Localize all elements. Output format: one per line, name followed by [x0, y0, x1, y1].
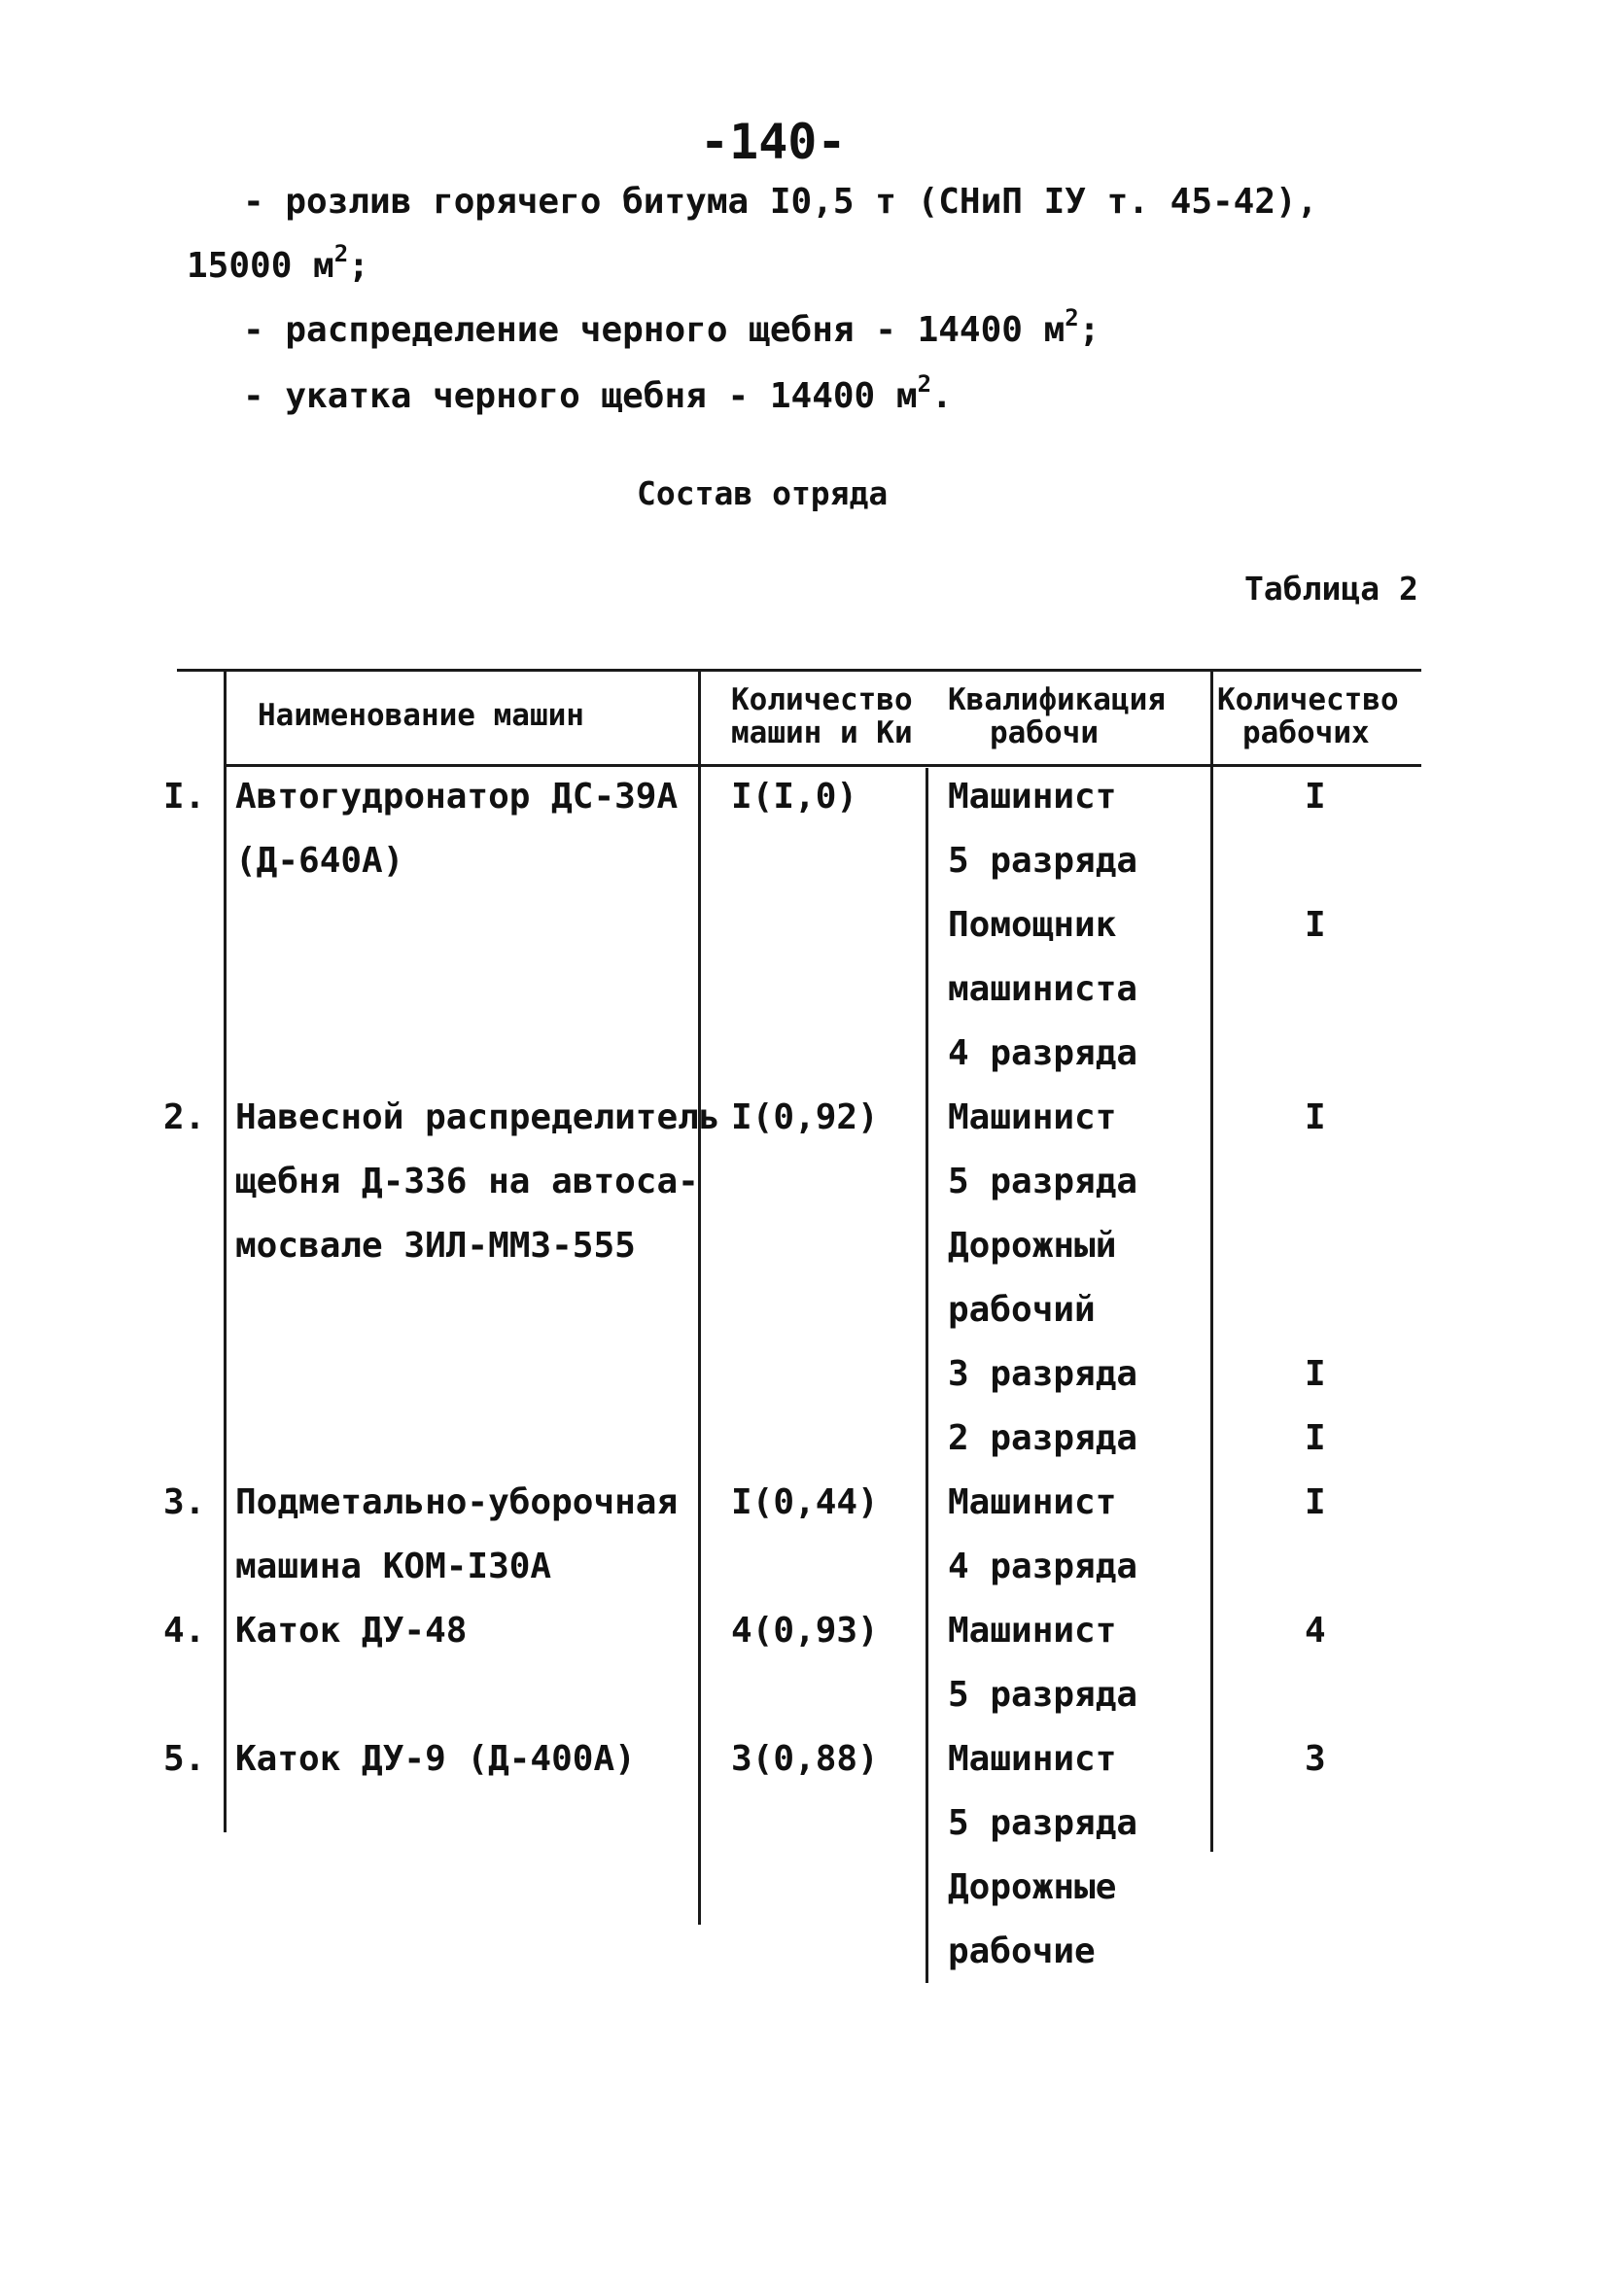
qualification: Дорожный: [948, 1226, 1117, 1266]
intro-line-2-text: 15000 м: [187, 246, 334, 286]
worker-count: I: [1305, 1482, 1326, 1522]
qualification: Машинист: [948, 1611, 1117, 1651]
machine-name: Навесной распределитель: [235, 1097, 720, 1137]
worker-count: I: [1305, 1097, 1326, 1137]
column-divider: [224, 671, 227, 1832]
superscript: 2: [333, 240, 349, 267]
qualification: 5 разряда: [948, 1803, 1138, 1843]
worker-count: 3: [1305, 1739, 1326, 1779]
machine-name: (Д-640А): [235, 841, 404, 881]
machine-name: Подметально-уборочная: [235, 1482, 679, 1522]
intro-line-1: - розлив горячего битума I0,5 т (СНиП IУ т. 45-42),: [243, 182, 1318, 222]
worker-count: 4: [1305, 1611, 1326, 1651]
qualification: Помощник: [948, 905, 1117, 945]
intro-line-3-text: - распределение черного щебня - 14400 м: [243, 310, 1066, 350]
qualification: 4 разряда: [948, 1033, 1138, 1073]
machine-count: I(I,0): [731, 777, 858, 817]
intro-line-2: [187, 240, 369, 289]
qualification: 5 разряда: [948, 1162, 1138, 1201]
row-number: 3.: [163, 1482, 206, 1522]
column-divider: [1210, 671, 1213, 1852]
column-divider: [926, 768, 928, 1983]
row-number: 5.: [163, 1739, 206, 1779]
machine-count: I(0,92): [731, 1097, 879, 1137]
qualification: Машинист: [948, 777, 1117, 817]
machine-count: I(0,44): [731, 1482, 879, 1522]
qualification: Машинист: [948, 1482, 1117, 1522]
qualification: Машинист: [948, 1097, 1117, 1137]
worker-count: I: [1305, 905, 1326, 945]
superscript: 2: [917, 370, 932, 398]
header-workers-line-1: Количество: [1217, 682, 1399, 717]
header-qualification-line-1: Квалификация: [948, 682, 1166, 717]
worker-count: I: [1305, 1418, 1326, 1458]
row-number: I.: [163, 777, 206, 817]
qualification: 5 разряда: [948, 841, 1138, 881]
superscript: 2: [1065, 304, 1079, 331]
machine-count: 3(0,88): [731, 1739, 879, 1779]
worker-count: I: [1305, 777, 1326, 817]
intro-line-4-text: - укатка черного щебня - 14400 м: [243, 376, 918, 416]
column-divider: [698, 671, 701, 1925]
header-bottom-rule: [224, 764, 1421, 767]
qualification: 4 разряда: [948, 1547, 1138, 1586]
page-number: -140-: [700, 114, 847, 170]
machine-name: щебня Д-336 на автоса-: [235, 1162, 699, 1201]
machine-count: 4(0,93): [731, 1611, 879, 1651]
table-caption: Таблица 2: [1244, 570, 1418, 608]
intro-line-3-tail: ;: [1078, 310, 1100, 350]
qualification: рабочий: [948, 1290, 1096, 1330]
header-count-line-2: машин и Ки: [731, 715, 913, 750]
machine-name: мосвале ЗИЛ-ММЗ-555: [235, 1226, 636, 1266]
qualification: Дорожные: [948, 1867, 1117, 1907]
qualification: 5 разряда: [948, 1675, 1138, 1715]
qualification: 3 разряда: [948, 1354, 1138, 1394]
worker-count: I: [1305, 1354, 1326, 1394]
header-machine: Наименование машин: [258, 698, 584, 733]
intro-line-2-tail: ;: [348, 246, 369, 286]
qualification: машиниста: [948, 969, 1138, 1009]
machine-name: Каток ДУ-9 (Д-400А): [235, 1739, 636, 1779]
row-number: 2.: [163, 1097, 206, 1137]
section-title: Состав отряда: [637, 474, 889, 512]
header-count-line-1: Количество: [731, 682, 913, 717]
header-workers-line-2: рабочих: [1242, 715, 1370, 750]
intro-line-4-tail: .: [931, 376, 953, 416]
intro-line-3: [243, 304, 1100, 353]
machine-name: Каток ДУ-48: [235, 1611, 468, 1651]
header-qualification-line-2: рабочи: [990, 715, 1099, 750]
intro-line-4: [243, 370, 953, 419]
row-number: 4.: [163, 1611, 206, 1651]
qualification: 2 разряда: [948, 1418, 1138, 1458]
machine-name: Автогудронатор ДС-39А: [235, 777, 679, 817]
machine-name: машина КОМ-I30А: [235, 1547, 552, 1586]
qualification: Машинист: [948, 1739, 1117, 1779]
table-top-rule: [177, 669, 1421, 672]
qualification: рабочие: [948, 1931, 1096, 1971]
